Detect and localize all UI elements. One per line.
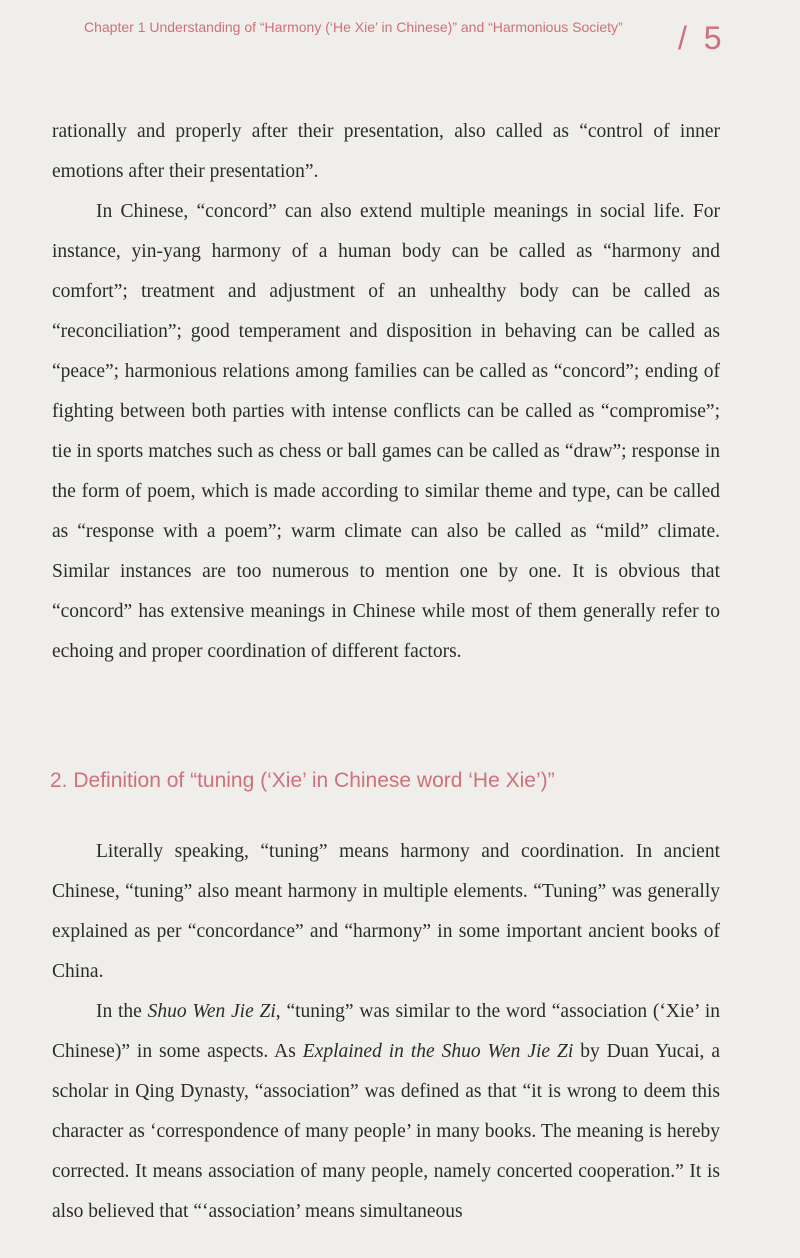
- book-title: Shuo Wen Jie Zi: [147, 1000, 276, 1022]
- text-segment: , “tuning” was similar to the word “association (‘Xie’ in Chinese)” in some aspects. As: [52, 1000, 720, 1062]
- paragraph-tuning-definition: Literally speaking, “tuning” means harmony and coordination. In ancient Chinese, “tuning” also meant harmony in multiple elements. “Tuning” was generally explained as per “concordance” and “harmony” in some important ancient books of China.: [52, 840, 720, 982]
- book-title: Explained in the Shuo Wen Jie Zi: [302, 1040, 574, 1062]
- running-header: [84, 18, 644, 36]
- paragraph-continuation: rationally and properly after their presentation, also called as “control of inner emotions after their presentation”.: [52, 120, 720, 182]
- text-segment: by Duan Yucai, a scholar in Qing Dynasty, “association” was defined as that “it is wrong to deem this character as ‘correspondence of many people’ in many books. The meaning is hereby corrected. It means association of many people, namely concerted cooperation.” It is also believed that “‘association’ means simultaneous: [52, 1040, 720, 1222]
- chapter-title: Chapter 1 Understanding of “Harmony (‘He Xie’ in Chinese)” and “Harmonious Society”: [84, 19, 623, 35]
- section-heading: 2. Definition of “tuning (‘Xie’ in Chinese word ‘He Xie’)”: [50, 769, 555, 792]
- paragraph-shuo-wen-jie-zi: [52, 992, 720, 1232]
- text-segment: In the: [96, 1000, 148, 1022]
- page-number: / 5: [678, 20, 726, 56]
- paragraph-concord-meanings: In Chinese, “concord” can also extend multiple meanings in social life. For instance, yin-yang harmony of a human body can be called as “harmony and comfort”; treatment and adjustment of an unhealthy body can be called as “reconciliation”; good temperament and disposition in behaving can be called as “peace”; harmonious relations among families can be called as “concord”; ending of fighting between both parties with intense conflicts can be called as “compromise”; tie in sports matches such as chess or ball games can be called as “draw”; response in the form of poem, which is made according to similar theme and type, can be called as “response with a poem”; warm climate can also be called as “mild” climate. Similar instances are too numerous to mention one by one. It is obvious that “concord” has extensive meanings in Chinese while most of them generally refer to echoing and proper coordination of different factors.: [52, 200, 720, 662]
